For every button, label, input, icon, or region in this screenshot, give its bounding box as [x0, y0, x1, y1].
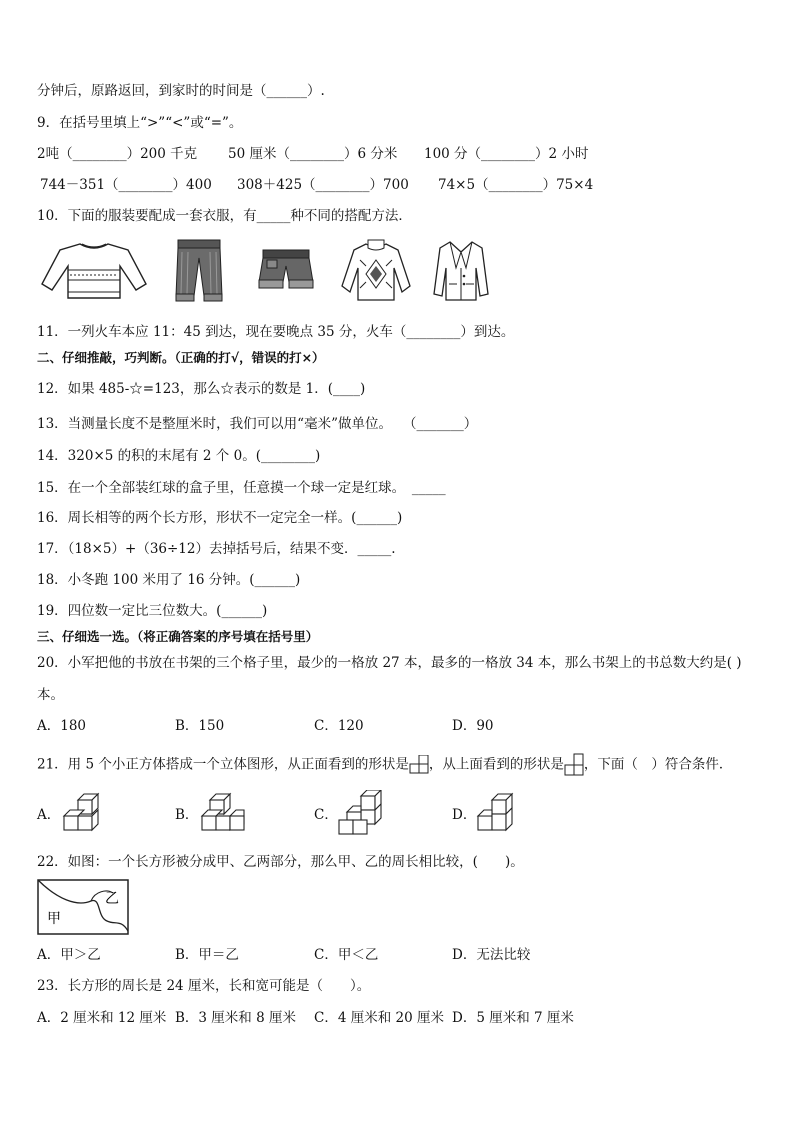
- q9-item: 2吨（________）200 千克: [37, 146, 198, 162]
- q22-option-d: D．无法比较: [452, 947, 531, 963]
- q8-continuation: 分钟后，原路返回，到家时的时间是（______）.: [37, 83, 325, 99]
- sweater-icon: [40, 240, 148, 302]
- patterned-sweater-icon: [340, 238, 412, 304]
- q13-stem: 13．当测量长度不是整厘米时，我们可以用“毫米”做单位。 （_______）: [37, 416, 478, 432]
- q21-option-d: D．: [452, 807, 477, 823]
- q9-item: 308＋425（________）700: [237, 177, 409, 193]
- q21-option-a: A．: [37, 807, 61, 823]
- q21-option-b: B．: [175, 807, 199, 823]
- q23-option-d: D．5 厘米和 7 厘米: [452, 1010, 574, 1026]
- q20-option-d: D．90: [452, 718, 494, 734]
- q16-stem: 16．周长相等的两个长方形，形状不一定完全一样。(______): [37, 510, 403, 526]
- q20-option-a: A．180: [37, 718, 87, 734]
- q9-stem: 9．在括号里填上“>”“<”或“=”。: [37, 115, 243, 131]
- front-view-icon: [409, 755, 429, 775]
- q9-item: 100 分（________）2 小时: [424, 146, 589, 162]
- q9-item: 744－351（________）400: [40, 177, 212, 193]
- q15-stem: 15．在一个全部装红球的盒子里，任意摸一个球一定是红球。 _____: [37, 480, 446, 496]
- q20-stem: 20．小军把他的书放在书架的三个格子里，最少的一格放 27 本，最多的一格放 34 本，那么书架上的书总数大约是( ): [37, 655, 742, 671]
- q23-option-c: C．4 厘米和 20 厘米: [314, 1010, 444, 1026]
- q9-item: 74×5（________）75×4: [438, 177, 594, 193]
- q12-stem: 12．如果 485-☆=123，那么☆表示的数是 1．(____): [37, 381, 366, 397]
- q23-option-b: B．3 厘米和 8 厘米: [175, 1010, 296, 1026]
- shorts-icon: [255, 248, 317, 292]
- section-2-heading: 二、仔细推敲，巧判断。（正确的打√，错误的打×）: [37, 350, 325, 365]
- q22-option-b: B．甲＝乙: [175, 947, 239, 963]
- cube-stack-d-icon: [476, 792, 516, 834]
- q22-rectangle-figure: [37, 879, 129, 935]
- q17-stem: 17．（18×5）+（36÷12）去掉括号后，结果不变．_____.: [37, 541, 396, 557]
- q21-stem-part2: ，从上面看到的形状是: [428, 756, 564, 773]
- yi-label: 乙: [105, 891, 119, 907]
- cube-stack-a-icon: [62, 792, 102, 834]
- q14-stem: 14．320×5 的积的末尾有 2 个 0。(________): [37, 448, 321, 464]
- q22-option-a: A．甲＞乙: [37, 947, 101, 963]
- q20-option-b: B．150: [175, 718, 225, 734]
- q18-stem: 18．小冬跑 100 米用了 16 分钟。(______): [37, 572, 301, 588]
- jacket-icon: [432, 238, 490, 304]
- q21-stem-part3: ，下面（ ）符合条件．: [583, 756, 733, 773]
- section-3-heading: 三、仔细选一选。（将正确答案的序号填在括号里）: [37, 629, 319, 644]
- q21-stem: [37, 753, 732, 777]
- q9-item: 50 厘米（________）6 分米: [228, 146, 398, 162]
- cube-stack-c-icon: [337, 790, 387, 836]
- cube-stack-b-icon: [200, 792, 250, 834]
- top-view-icon: [564, 753, 584, 777]
- q20-option-c: C．120: [314, 718, 364, 734]
- q10-stem: 10．下面的服装要配成一套衣服，有_____种不同的搭配方法．: [37, 208, 412, 224]
- q11-stem: 11．一列火车本应 11：45 到达，现在要晚点 35 分，火车（________）到达。: [37, 324, 515, 340]
- q21-stem-part1: 21．用 5 个小正方体搭成一个立体图形，从正面看到的形状是: [37, 756, 409, 773]
- q20-stem-tail: 本。: [37, 687, 64, 703]
- q22-option-c: C．甲＜乙: [314, 947, 379, 963]
- q23-option-a: A．2 厘米和 12 厘米: [37, 1010, 167, 1026]
- q21-option-c: C．: [314, 807, 338, 823]
- q23-stem: 23．长方形的周长是 24 厘米，长和宽可能是（ ）。: [37, 978, 371, 994]
- long-pants-icon: [172, 238, 226, 304]
- jia-label: 甲: [47, 911, 61, 927]
- q19-stem: 19．四位数一定比三位数大。(______): [37, 603, 268, 619]
- q22-stem: 22．如图：一个长方形被分成甲、乙两部分，那么甲、乙的周长相比较，( )。: [37, 854, 524, 870]
